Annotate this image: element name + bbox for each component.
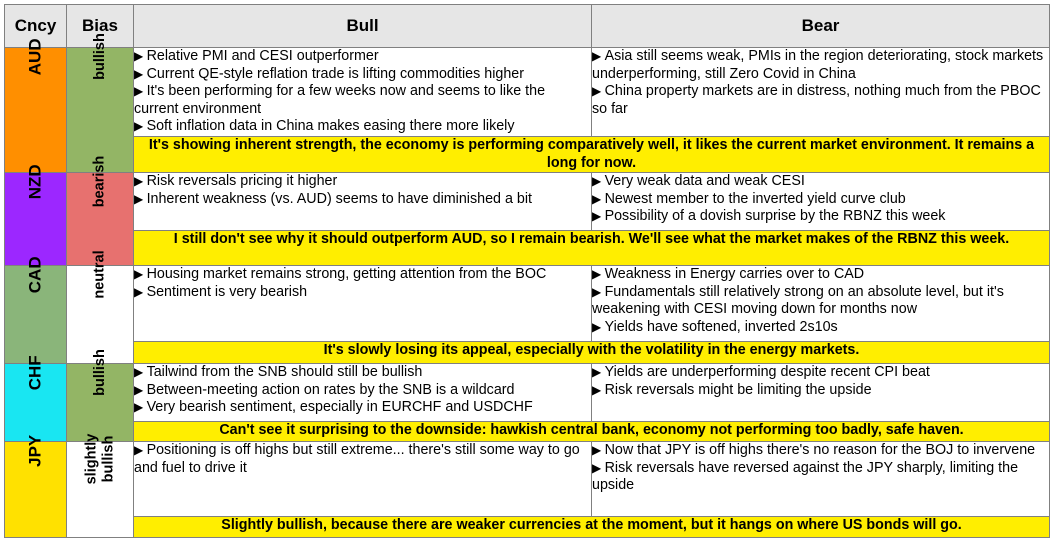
bear-point: ▶ Fundamentals still relatively strong on an absolute level, but it's weakening with CESI moving down for months now [592,283,1004,318]
bullet-arrow-icon: ▶ [592,191,605,206]
bull-point: ▶ Risk reversals pricing it higher [134,173,338,190]
currency-row-chf [5,364,1050,422]
bullet-arrow-icon: ▶ [592,209,605,224]
currency-bias-table [4,4,1050,538]
currency-code: CHF [25,355,45,391]
currency-code: AUD [25,38,45,76]
bullet-arrow-icon: ▶ [592,460,605,475]
bullet-arrow-icon: ▶ [592,267,605,282]
bull-points-jpy [134,442,592,517]
bear-point: ▶ Risk reversals might be limiting the upside [592,381,872,398]
bear-point: ▶ Possibility of a dovish surprise by the RBNZ this week [592,208,946,225]
currency-cell-aud [5,38,67,173]
bear-point: ▶ Yields have softened, inverted 2s10s [592,318,838,335]
bias-label: bullish [91,33,108,80]
bullet-arrow-icon: ▶ [592,174,605,189]
currency-row-cad [5,266,1050,342]
bear-points-cad [592,266,1050,342]
summary-row-nzd [5,231,1050,266]
bullet-arrow-icon: ▶ [134,443,147,458]
bullet-arrow-icon: ▶ [592,365,605,380]
currency-cell-nzd [5,164,67,266]
summary-cad: It's slowly losing its appeal, especially with the volatility in the energy markets. [134,342,1050,364]
bull-point: ▶ Soft inflation data in China makes easing there more likely [134,118,515,135]
header-bear: Bear [592,5,1050,48]
bull-points-aud [134,48,592,137]
header-bull: Bull [134,5,592,48]
bear-point: ▶ Weakness in Energy carries over to CAD [592,266,865,283]
bear-points-aud [592,48,1050,137]
bias-cell-jpy [67,433,134,538]
summary-nzd: I still don't see why it should outperform AUD, so I remain bearish. We'll see what the market makes of the RBNZ this week. [134,231,1050,266]
bullet-arrow-icon: ▶ [134,382,147,397]
currency-code: JPY [25,434,45,468]
bullet-arrow-icon: ▶ [592,284,605,299]
bullet-arrow-icon: ▶ [592,84,605,99]
bullet-arrow-icon: ▶ [134,284,147,299]
bull-point: ▶ Tailwind from the SNB should still be bullish [134,364,423,381]
summary-aud: It's showing inherent strength, the economy is performing comparatively well, it likes the current market environment. It remains a long for now. [134,136,1050,172]
bullet-arrow-icon: ▶ [592,382,605,397]
bias-label: neutral [91,250,108,299]
bias-label: bearish [91,155,108,208]
bull-point: ▶ Sentiment is very bearish [134,283,308,300]
bias-label: bullish [91,349,108,397]
summary-row-aud [5,136,1050,172]
bull-points-cad [134,266,592,342]
bear-points-chf [592,364,1050,422]
bull-points-nzd [134,173,592,231]
bullet-arrow-icon: ▶ [134,400,147,415]
header-bias: Bias [67,5,134,48]
bear-point: ▶ China property markets are in distress, nothing much from the PBOC so far [592,83,1041,117]
header-row [5,5,1050,48]
bear-points-nzd [592,173,1050,231]
currency-code: NZD [25,164,45,200]
bias-label: slightly bullish [82,433,116,485]
bear-point: ▶ Risk reversals have reversed against the JPY sharply, limiting the upside [592,459,1019,494]
currency-code: CAD [25,256,45,294]
bear-point: ▶ Yields are underperforming despite recent CPI beat [592,364,930,381]
bull-point: ▶ Very bearish sentiment, especially in EURCHF and USDCHF [134,399,533,416]
bullet-arrow-icon: ▶ [592,443,605,458]
currency-cell-chf [5,355,67,442]
bullet-arrow-icon: ▶ [134,119,147,134]
bullet-arrow-icon: ▶ [134,66,147,81]
summary-row-cad [5,342,1050,364]
bullet-arrow-icon: ▶ [134,267,147,282]
bullet-arrow-icon: ▶ [134,191,147,206]
bear-point: ▶ Now that JPY is off highs there's no reason for the BOJ to invervene [592,442,1036,459]
summary-chf: Can't see it surprising to the downside: hawkish central bank, economy not performing too badly, safe haven. [134,422,1050,442]
bias-cell-chf [67,349,134,442]
bullet-arrow-icon: ▶ [134,84,147,99]
currency-row-nzd [5,173,1050,231]
summary-row-jpy [5,517,1050,538]
bull-point: ▶ Between-meeting action on rates by the SNB is a wildcard [134,381,515,398]
bull-point: ▶ Housing market remains strong, getting attention from the BOC [134,266,547,283]
bullet-arrow-icon: ▶ [592,49,605,63]
bull-point: ▶ Relative PMI and CESI outperformer [134,48,379,64]
header-currency: Cncy [5,5,67,48]
summary-row-chf [5,422,1050,442]
summary-jpy: Slightly bullish, because there are weaker currencies at the moment, but it hangs on where US bonds will go. [134,517,1050,538]
bull-point: ▶ It's been performing for a few weeks now and seems to like the current environment [134,83,546,117]
bullet-arrow-icon: ▶ [592,319,605,334]
currency-cell-jpy [5,434,67,538]
bear-point: ▶ Asia still seems weak, PMIs in the region deteriorating, stock markets underperforming, still Zero Covid in China [592,48,1044,82]
bullet-arrow-icon: ▶ [134,365,147,380]
bias-cell-aud [67,33,134,173]
bullet-arrow-icon: ▶ [134,49,147,63]
currency-row-aud [5,48,1050,137]
currency-cell-cad [5,256,67,364]
bull-point: ▶ Inherent weakness (vs. AUD) seems to have diminished a bit [134,190,532,207]
currency-row-jpy [5,442,1050,517]
bear-point: ▶ Newest member to the inverted yield curve club [592,190,906,207]
bear-points-jpy [592,442,1050,517]
bear-point: ▶ Very weak data and weak CESI [592,173,805,190]
bull-points-chf [134,364,592,422]
bull-point: ▶ Positioning is off highs but still extreme... there's still some way to go and fuel to drive it [134,442,580,476]
bull-point: ▶ Current QE-style reflation trade is lifting commodities higher [134,65,524,82]
bullet-arrow-icon: ▶ [134,174,147,189]
table-body [5,33,1050,538]
